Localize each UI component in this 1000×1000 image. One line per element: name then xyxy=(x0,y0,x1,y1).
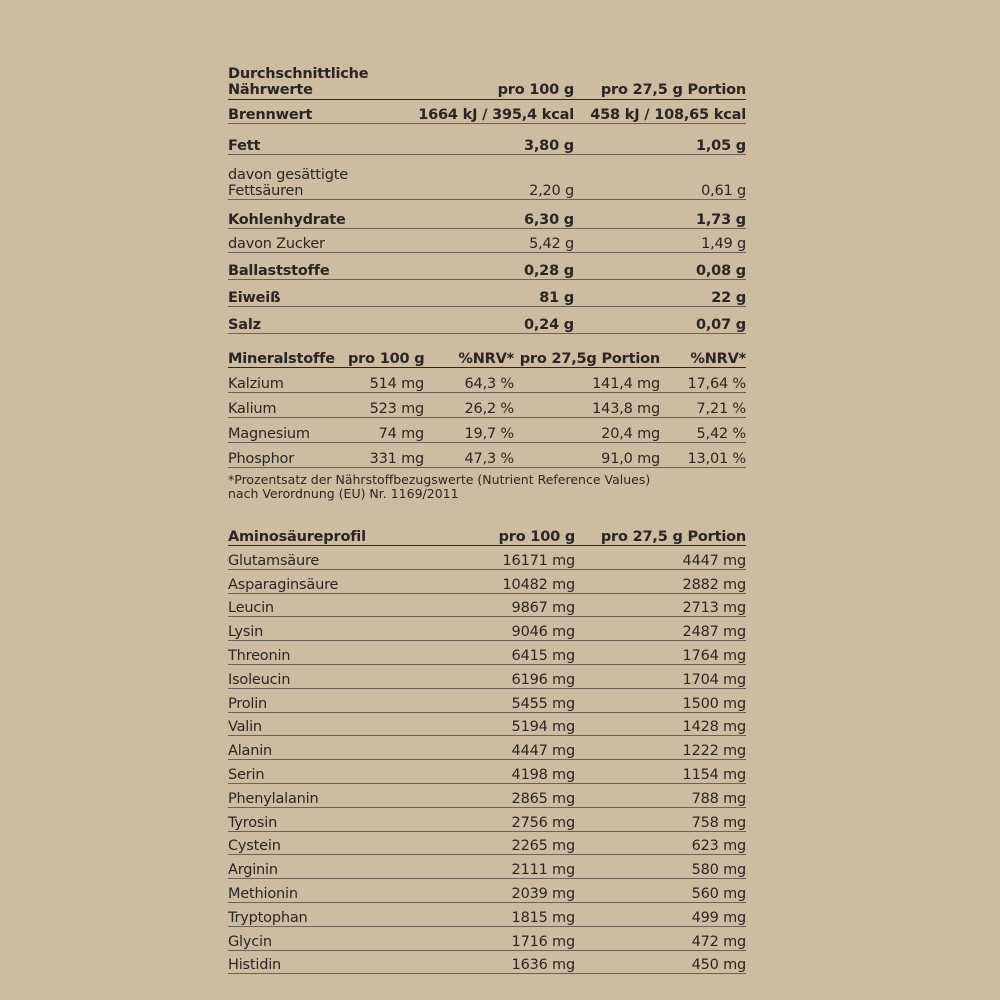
nutrient-value-100g: 6,30 g xyxy=(408,200,574,229)
nutrient-label: Salz xyxy=(228,307,408,334)
amino-acid-table xyxy=(228,520,746,974)
amino-header-title: Aminosäureprofil xyxy=(228,520,428,546)
table-row xyxy=(228,569,746,593)
nutrition-col-portion: pro 27,5 g Portion xyxy=(574,66,746,100)
mineral-nrv-portion: 17,64 % xyxy=(660,368,746,393)
nutrient-value-portion: 458 kJ / 108,65 kcal xyxy=(574,100,746,124)
amino-name: Alanin xyxy=(228,736,428,760)
amino-value-portion: 758 mg xyxy=(575,807,746,831)
mineral-value-100g: 514 mg xyxy=(348,368,424,393)
amino-value-portion: 788 mg xyxy=(575,783,746,807)
nutrient-value-100g: 0,24 g xyxy=(408,307,574,334)
amino-value-100g: 2111 mg xyxy=(428,855,575,879)
amino-value-100g: 9046 mg xyxy=(428,617,575,641)
amino-value-100g: 1636 mg xyxy=(428,950,575,974)
table-row xyxy=(228,641,746,665)
minerals-col-per100g: pro 100 g xyxy=(348,343,424,368)
mineral-value-100g: 74 mg xyxy=(348,418,424,443)
amino-name: Glutamsäure xyxy=(228,546,428,570)
amino-name: Methionin xyxy=(228,879,428,903)
mineral-nrv-100g: 64,3 % xyxy=(424,368,514,393)
table-row xyxy=(228,443,746,468)
table-row xyxy=(228,926,746,950)
nutrient-value-100g: 81 g xyxy=(408,280,574,307)
minerals-col-nrv: %NRV* xyxy=(424,343,514,368)
table-row xyxy=(228,736,746,760)
amino-value-100g: 9867 mg xyxy=(428,593,575,617)
table-row xyxy=(228,418,746,443)
nutrient-value-portion: 0,08 g xyxy=(574,253,746,280)
table-row xyxy=(228,124,746,155)
table-row xyxy=(228,253,746,280)
table-row xyxy=(228,229,746,253)
amino-value-100g: 16171 mg xyxy=(428,546,575,570)
amino-value-portion: 580 mg xyxy=(575,855,746,879)
table-row xyxy=(228,807,746,831)
mineral-value-portion: 141,4 mg xyxy=(514,368,660,393)
nutrient-value-portion: 1,73 g xyxy=(574,200,746,229)
amino-value-portion: 623 mg xyxy=(575,831,746,855)
footnote-line: *Prozentsatz der Nährstoffbezugswerte (Nutrient Reference Values) xyxy=(228,472,651,487)
nutrient-value-portion: 1,49 g xyxy=(574,229,746,253)
amino-name: Isoleucin xyxy=(228,664,428,688)
nutrient-value-100g: 0,28 g xyxy=(408,253,574,280)
table-row xyxy=(228,664,746,688)
nutrient-value-portion: 1,05 g xyxy=(574,124,746,155)
table-row xyxy=(228,155,746,200)
amino-value-100g: 4447 mg xyxy=(428,736,575,760)
amino-value-portion: 499 mg xyxy=(575,902,746,926)
table-row xyxy=(228,546,746,570)
amino-name: Arginin xyxy=(228,855,428,879)
amino-name: Lysin xyxy=(228,617,428,641)
amino-value-100g: 2756 mg xyxy=(428,807,575,831)
table-row xyxy=(228,879,746,903)
table-row xyxy=(228,855,746,879)
table-row xyxy=(228,783,746,807)
minerals-header-row xyxy=(228,343,746,368)
mineral-nrv-portion: 13,01 % xyxy=(660,443,746,468)
amino-value-100g: 10482 mg xyxy=(428,569,575,593)
nutrition-header-line1: Durchschnittliche xyxy=(228,66,369,82)
amino-col-per100g: pro 100 g xyxy=(428,520,575,546)
amino-value-100g: 5194 mg xyxy=(428,712,575,736)
mineral-name: Phosphor xyxy=(228,443,348,468)
nutrient-value-100g: 1664 kJ / 395,4 kcal xyxy=(408,100,574,124)
amino-value-portion: 2487 mg xyxy=(575,617,746,641)
amino-value-100g: 6415 mg xyxy=(428,641,575,665)
amino-name: Threonin xyxy=(228,641,428,665)
amino-col-portion: pro 27,5 g Portion xyxy=(575,520,746,546)
nutrient-label: Fett xyxy=(228,124,408,155)
nutrient-value-100g: 5,42 g xyxy=(408,229,574,253)
footnote-line: nach Verordnung (EU) Nr. 1169/2011 xyxy=(228,486,459,501)
table-row xyxy=(228,368,746,393)
amino-value-100g: 6196 mg xyxy=(428,664,575,688)
mineral-nrv-100g: 26,2 % xyxy=(424,393,514,418)
mineral-value-portion: 143,8 mg xyxy=(514,393,660,418)
mineral-nrv-100g: 47,3 % xyxy=(424,443,514,468)
table-row xyxy=(228,393,746,418)
amino-value-portion: 4447 mg xyxy=(575,546,746,570)
table-row xyxy=(228,760,746,784)
amino-value-portion: 1500 mg xyxy=(575,688,746,712)
amino-value-100g: 4198 mg xyxy=(428,760,575,784)
nutrition-col-per100g: pro 100 g xyxy=(408,66,574,100)
minerals-table xyxy=(228,343,746,468)
amino-value-portion: 1704 mg xyxy=(575,664,746,688)
amino-value-100g: 1716 mg xyxy=(428,926,575,950)
mineral-name: Magnesium xyxy=(228,418,348,443)
amino-name: Cystein xyxy=(228,831,428,855)
mineral-value-portion: 20,4 mg xyxy=(514,418,660,443)
amino-header-row xyxy=(228,520,746,546)
amino-name: Histidin xyxy=(228,950,428,974)
amino-value-100g: 2265 mg xyxy=(428,831,575,855)
amino-value-portion: 1428 mg xyxy=(575,712,746,736)
amino-value-portion: 2713 mg xyxy=(575,593,746,617)
nrv-footnote xyxy=(228,473,788,501)
table-row xyxy=(228,617,746,641)
amino-value-100g: 2039 mg xyxy=(428,879,575,903)
amino-value-100g: 2865 mg xyxy=(428,783,575,807)
nutrition-header-row xyxy=(228,66,746,100)
nutrient-label: Ballaststoffe xyxy=(228,253,408,280)
table-row xyxy=(228,688,746,712)
table-row xyxy=(228,307,746,334)
mineral-name: Kalium xyxy=(228,393,348,418)
table-row xyxy=(228,200,746,229)
table-row xyxy=(228,712,746,736)
minerals-col-portion: pro 27,5g Portion xyxy=(514,343,660,368)
mineral-value-100g: 331 mg xyxy=(348,443,424,468)
nutrient-label: Brennwert xyxy=(228,100,408,124)
amino-value-portion: 2882 mg xyxy=(575,569,746,593)
amino-name: Asparaginsäure xyxy=(228,569,428,593)
amino-name: Leucin xyxy=(228,593,428,617)
amino-name: Serin xyxy=(228,760,428,784)
nutrient-value-portion: 0,07 g xyxy=(574,307,746,334)
amino-value-portion: 560 mg xyxy=(575,879,746,903)
nutrient-value-100g: 2,20 g xyxy=(408,155,574,200)
amino-value-100g: 1815 mg xyxy=(428,902,575,926)
nutrient-label: Eiweiß xyxy=(228,280,408,307)
amino-name: Prolin xyxy=(228,688,428,712)
amino-value-portion: 472 mg xyxy=(575,926,746,950)
nutrient-label: davon Zucker xyxy=(228,229,408,253)
amino-value-portion: 1764 mg xyxy=(575,641,746,665)
nutrient-value-portion: 22 g xyxy=(574,280,746,307)
table-row xyxy=(228,902,746,926)
table-row xyxy=(228,100,746,124)
mineral-name: Kalzium xyxy=(228,368,348,393)
table-row xyxy=(228,280,746,307)
mineral-value-100g: 523 mg xyxy=(348,393,424,418)
nutrient-value-100g: 3,80 g xyxy=(408,124,574,155)
table-row xyxy=(228,593,746,617)
amino-value-portion: 1222 mg xyxy=(575,736,746,760)
nutrient-value-portion: 0,61 g xyxy=(574,155,746,200)
amino-name: Glycin xyxy=(228,926,428,950)
minerals-col-nrv-portion: %NRV* xyxy=(660,343,746,368)
mineral-nrv-portion: 7,21 % xyxy=(660,393,746,418)
nutrition-header-title xyxy=(228,66,408,100)
amino-name: Valin xyxy=(228,712,428,736)
amino-name: Phenylalanin xyxy=(228,783,428,807)
amino-value-portion: 450 mg xyxy=(575,950,746,974)
nutrition-table xyxy=(228,66,746,334)
amino-value-100g: 5455 mg xyxy=(428,688,575,712)
nutrient-label: davon gesättigte Fettsäuren xyxy=(228,155,408,200)
table-row xyxy=(228,831,746,855)
mineral-nrv-100g: 19,7 % xyxy=(424,418,514,443)
mineral-nrv-portion: 5,42 % xyxy=(660,418,746,443)
nutrient-label: Kohlenhydrate xyxy=(228,200,408,229)
minerals-header-title: Mineralstoffe xyxy=(228,343,348,368)
amino-name: Tyrosin xyxy=(228,807,428,831)
amino-name: Tryptophan xyxy=(228,902,428,926)
table-row xyxy=(228,950,746,974)
mineral-value-portion: 91,0 mg xyxy=(514,443,660,468)
amino-value-portion: 1154 mg xyxy=(575,760,746,784)
nutrition-header-line2: Nährwerte xyxy=(228,82,313,98)
